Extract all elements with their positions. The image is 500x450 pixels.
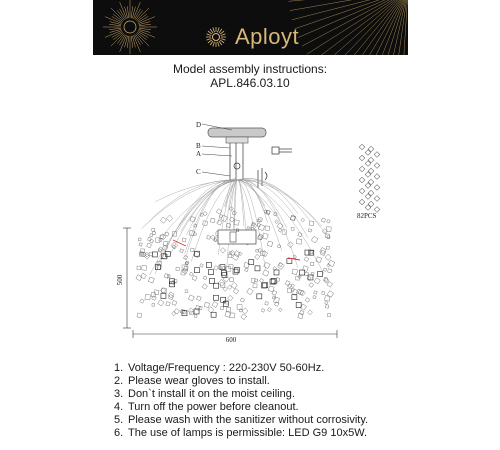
part-label-d: D: [196, 121, 202, 129]
list-item: 2. Please wear gloves to install.: [114, 375, 270, 387]
crystal-count-label: 82PCS: [357, 212, 377, 220]
crystal-strand-sample: [359, 144, 380, 212]
instructions-list: [114, 362, 368, 440]
sunburst-icon: [205, 26, 227, 48]
svg-text:B: B: [236, 229, 240, 234]
model-number: APL.846.03.10: [210, 76, 290, 90]
wire-arms: [141, 178, 327, 275]
crystal-cluster: [136, 207, 335, 320]
chandelier-drawing: [0, 110, 500, 350]
document-title: Model assembly instructions:: [172, 62, 328, 76]
height-dimension-label: 500: [116, 274, 124, 286]
canopy-block: [226, 137, 248, 143]
center-body: [218, 229, 256, 244]
list-item: 6. The use of lamps is permissible: LED G9 10x5W.: [114, 427, 368, 439]
list-item: 5. Please wash with the sanitizer without corrosivity.: [114, 414, 369, 426]
connector-detail: [272, 147, 292, 154]
list-item: 4. Turn off the power before cleanout.: [114, 401, 299, 413]
height-dimension: [123, 228, 131, 328]
suspension-rods: [230, 143, 243, 180]
width-dimension-label: 600: [225, 336, 237, 344]
junction: [234, 163, 240, 169]
brand-banner: [93, 0, 408, 55]
list-item: 1. Voltage/Frequency : 220-230V 50-60Hz.: [114, 362, 325, 374]
part-label-b: B: [196, 142, 201, 150]
list-item: 3. Don`t install it on the moist ceiling.: [114, 388, 295, 400]
brand-name: Aployt: [235, 24, 300, 49]
part-label-c: C: [196, 168, 201, 176]
ceiling-plate: [208, 128, 266, 137]
part-label-a: A: [196, 150, 202, 158]
